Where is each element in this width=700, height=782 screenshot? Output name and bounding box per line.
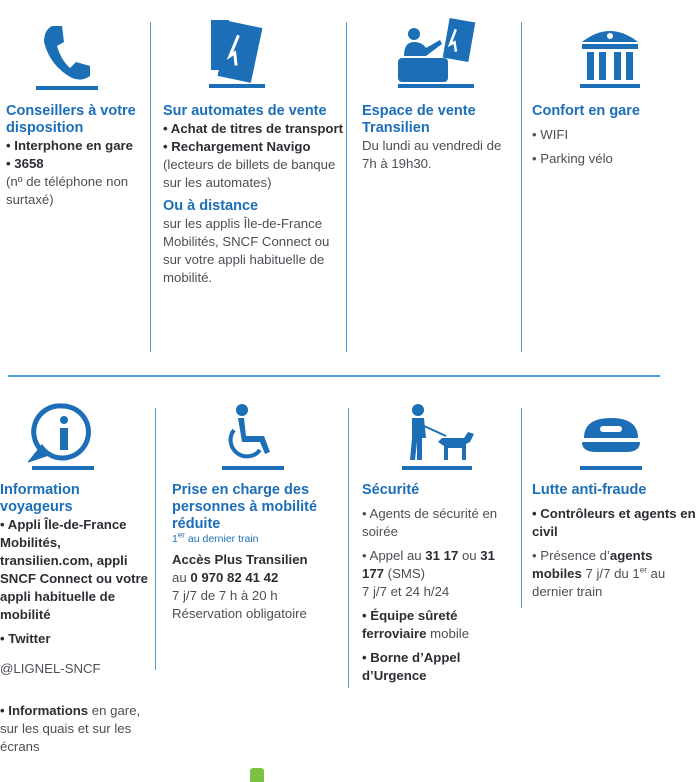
security-title: Sécurité xyxy=(362,482,420,498)
comfort-title: Confort en gare xyxy=(532,103,640,119)
list-item: • Contrôleurs et agents en civil xyxy=(532,506,696,539)
list-item: • Présence d’agents mobiles 7 j/7 du 1er au dernier train xyxy=(532,548,666,599)
sales-space-column xyxy=(362,103,512,173)
column-divider xyxy=(521,22,522,352)
advisors-column xyxy=(6,103,148,209)
info-column xyxy=(0,482,152,756)
sales-space-title: Espace de vente Transilien xyxy=(362,103,476,136)
list-item: • Appli Île-de-France Mobilités, transilien.com, appli SNCF Connect ou votre appli habituelle de mobilité xyxy=(0,517,148,622)
pmr-column xyxy=(172,482,344,623)
list-item: • Appel au 31 17 ou 31 177 (SMS) xyxy=(362,548,495,581)
security-hours: 7 j/7 et 24 h/24 xyxy=(362,584,450,599)
anti-fraud-column xyxy=(532,482,697,601)
remote-subtitle: Ou à distance xyxy=(163,198,259,214)
sales-counter-icon xyxy=(398,18,480,90)
list-item: • Borne d’Appel d’Urgence xyxy=(362,650,461,683)
station-building-icon xyxy=(578,20,642,90)
advisors-title: Conseillers à votre disposition xyxy=(6,103,136,136)
list-item: • Twitter xyxy=(0,631,51,646)
row-divider xyxy=(8,375,660,377)
wheelchair-icon xyxy=(222,402,288,472)
phone-note: (nº de téléphone non surtaxé) xyxy=(6,174,129,207)
list-item: • Rechargement Navigo (lecteurs de billets de banque sur les automates) xyxy=(163,139,336,190)
pmr-service: Accès Plus Transilien xyxy=(172,552,308,567)
list-item: • 3658 xyxy=(6,156,44,171)
column-divider xyxy=(346,22,347,352)
list-item: • Équipe sûreté ferroviaire mobile xyxy=(362,608,470,641)
list-item: • WIFI xyxy=(532,127,569,142)
list-item: • Interphone en gare xyxy=(6,138,133,153)
column-divider xyxy=(150,22,151,352)
list-item: • Parking vélo xyxy=(532,151,613,166)
list-item: • Agents de sécurité en soirée xyxy=(362,506,498,539)
pmr-subtitle: 1er au dernier train xyxy=(172,530,259,545)
ticket-icon xyxy=(205,18,271,90)
pmr-hours: 7 j/7 de 7 h à 20 h xyxy=(172,588,278,603)
list-item: • Achat de titres de transport xyxy=(163,121,343,136)
anti-fraud-title: Lutte anti-fraude xyxy=(532,482,647,498)
twitter-handle: @LIGNEL-SNCF xyxy=(0,661,101,676)
info-title: Information voyageurs xyxy=(0,482,80,515)
sales-space-hours: Du lundi au vendredi de 7h à 19h30. xyxy=(362,138,502,171)
green-arrow-icon xyxy=(250,768,264,782)
security-column xyxy=(362,482,518,685)
remote-text: sur les applis Île-de-France Mobilités, SNCF Connect ou sur votre appli habituelle de mobilité. xyxy=(163,216,330,285)
list-item: • Informations en gare, sur les quais et sur les écrans xyxy=(0,703,141,754)
column-divider xyxy=(155,408,156,670)
controller-cap-icon xyxy=(578,412,644,472)
pmr-title: Prise en charge des personnes à mobilité réduite xyxy=(172,482,318,532)
vending-column xyxy=(163,103,343,287)
comfort-column xyxy=(532,103,692,168)
info-bubble-icon xyxy=(28,400,98,472)
column-divider xyxy=(521,408,522,608)
phone-icon xyxy=(30,20,102,92)
pmr-reservation: Réservation obligatoire xyxy=(172,606,307,621)
vending-title: Sur automates de vente xyxy=(163,103,327,119)
pmr-phone: au 0 970 82 41 42 xyxy=(172,570,279,585)
security-dog-icon xyxy=(400,402,476,472)
column-divider xyxy=(348,408,349,688)
